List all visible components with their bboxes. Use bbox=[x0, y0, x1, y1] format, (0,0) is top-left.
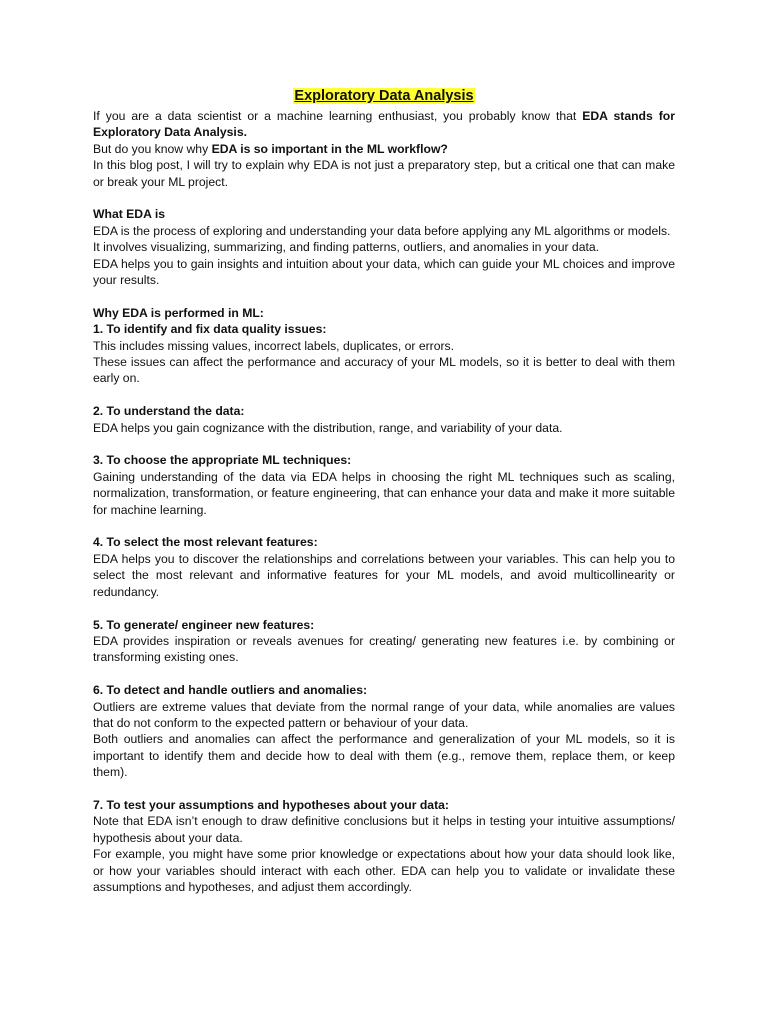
document-title: Exploratory Data Analysis bbox=[294, 88, 474, 104]
why-5-heading bbox=[93, 617, 675, 633]
title-wrap bbox=[93, 86, 675, 107]
what-paragraph-1: EDA is the process of exploring and understanding your data before applying any ML algorithms or models. bbox=[93, 223, 671, 238]
intro-bold-text: EDA stands for Exploratory Data Analysis. bbox=[93, 109, 675, 140]
why-7-paragraph-2: For example, you might have some prior knowledge or expectations about how your data should look like, or how your variables should interact with each other. EDA can help you to validate or invalidate these assumptions and hypotheses, and adjust them accordingly. bbox=[93, 847, 675, 894]
why-6-paragraph-1: Outliers are extreme values that deviate from the normal range of your data, while anomalies are values that do not conform to the expected pattern or behaviour of your data. bbox=[93, 699, 675, 730]
heading-text: 1. To identify and fix data quality issues: bbox=[93, 322, 327, 337]
spacer bbox=[93, 666, 675, 682]
why-6-paragraph-2: Both outliers and anomalies can affect the performance and generalization of your ML models, so it is important to identify them and decide how to deal with them (e.g., remove them, replace them, or keep them). bbox=[93, 732, 675, 780]
intro-paragraph-3: In this blog post, I will try to explain why EDA is not just a preparatory step, but a critical one that can make or break your ML project. bbox=[93, 158, 675, 189]
heading-text: 5. To generate/ engineer new features: bbox=[93, 617, 315, 632]
heading-text: Why EDA is performed in ML: bbox=[93, 305, 264, 320]
why-7-heading bbox=[93, 797, 675, 813]
intro-text: But do you know why bbox=[93, 141, 212, 156]
intro-text: If you are a data scientist or a machine learning enthusiast, you probably know that bbox=[93, 109, 583, 123]
why-6-heading bbox=[93, 682, 675, 698]
spacer bbox=[93, 600, 675, 616]
heading-text: 3. To choose the appropriate ML techniques: bbox=[93, 453, 352, 468]
intro-bold-text: EDA is so important in the ML workflow? bbox=[211, 141, 448, 156]
spacer bbox=[93, 190, 675, 206]
spacer bbox=[93, 781, 675, 797]
spacer bbox=[93, 436, 675, 452]
why-1-paragraph-1: This includes missing values, incorrect labels, duplicates, or errors. bbox=[93, 338, 455, 353]
section-heading-why bbox=[93, 305, 675, 321]
heading-text: 7. To test your assumptions and hypotheses about your data: bbox=[93, 797, 449, 812]
heading-text: What EDA is bbox=[93, 207, 165, 222]
section-heading-what bbox=[93, 206, 675, 222]
what-paragraph-2: It involves visualizing, summarizing, and finding patterns, outliers, and anomalies in your data. bbox=[93, 240, 600, 255]
spacer bbox=[93, 387, 675, 403]
spacer bbox=[93, 288, 675, 304]
why-3-heading bbox=[93, 452, 675, 468]
why-2-heading bbox=[93, 403, 675, 419]
spacer bbox=[93, 518, 675, 534]
why-2-paragraph-1: EDA helps you gain cognizance with the distribution, range, and variability of your data. bbox=[93, 420, 563, 435]
why-3-paragraph-1: Gaining understanding of the data via EDA helps in choosing the right ML techniques such as scaling, normalization, transformation, or feature engineering, that can enhance your data and make it more suitable for machine learning. bbox=[93, 469, 675, 517]
why-1-paragraph-2: These issues can affect the performance and accuracy of your ML models, so it is better to deal with them early on. bbox=[93, 355, 675, 386]
why-7-paragraph-1: Note that EDA isn’t enough to draw definitive conclusions but it helps in testing your intuitive assumptions/ hypothesis about your data. bbox=[93, 814, 675, 845]
intro-paragraph-1 bbox=[93, 108, 675, 141]
what-paragraph-3: EDA helps you to gain insights and intuition about your data, which can guide your ML choices and improve your results. bbox=[93, 256, 675, 288]
heading-text: 4. To select the most relevant features: bbox=[93, 535, 318, 550]
why-1-heading bbox=[93, 321, 675, 337]
intro-paragraph-2 bbox=[93, 141, 675, 157]
why-5-paragraph-1: EDA provides inspiration or reveals avenues for creating/ generating new features i.e. by combining or transforming existing ones. bbox=[93, 633, 675, 665]
why-4-paragraph-1: EDA helps you to discover the relationships and correlations between your variables. This can help you to select the most relevant and informative features for your ML models, and avoid multicollinearity or redundancy. bbox=[93, 551, 675, 599]
heading-text: 2. To understand the data: bbox=[93, 404, 245, 419]
heading-text: 6. To detect and handle outliers and anomalies: bbox=[93, 683, 368, 698]
why-4-heading bbox=[93, 534, 675, 550]
